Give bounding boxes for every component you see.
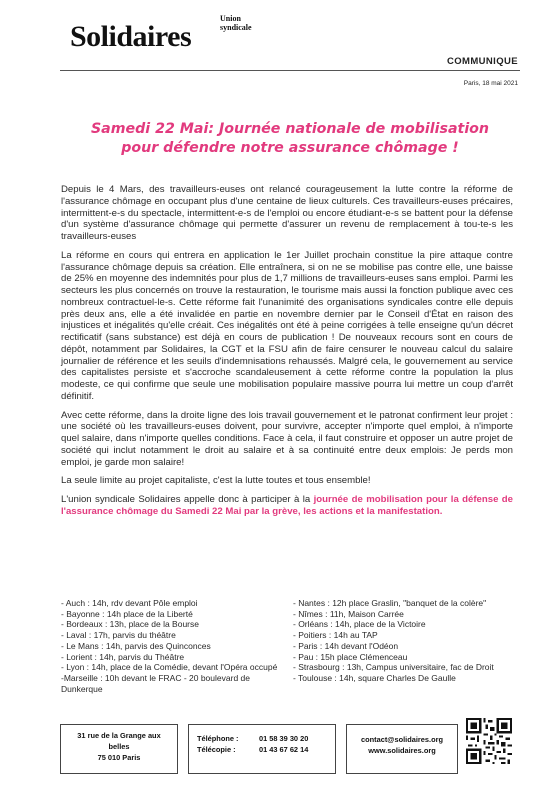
events-list bbox=[61, 598, 515, 738]
phone-label: Téléphone : bbox=[197, 734, 239, 743]
logo-name: Solidaires bbox=[70, 20, 192, 53]
page-title bbox=[60, 120, 520, 158]
event-item: - Poitiers : 14h au TAP bbox=[293, 630, 378, 641]
logo-subtitle-line2: syndicale bbox=[220, 23, 252, 32]
paragraph-5-highlight: journée de mobilisation pour la défense de l'assurance chômage du Samedi 22 Mai par la grève, les actions et la manifestation. bbox=[61, 494, 514, 517]
address-line-3: 75 010 Paris bbox=[97, 753, 141, 762]
event-item: -Marseille : 10h devant le FRAC - 20 boulevard de Dunkerque bbox=[61, 672, 250, 694]
paragraph-1: Depuis le 4 Mars, des travailleurs-euses ont relancé courageusement la lutte contre la réforme de l'assurance chômage en occupant plus d'une centaine de lieux culturels. Ces travailleurs-euses précaires, intermittent-e-s du spectacle, intermittent-e-s de l'emploi ou encore étudiant-e-s se battent pour la défense d'un système d'assurance chômage qui permette d'assurer un revenu de remplacement à tou-te-s les travailleurs-euses bbox=[61, 184, 513, 242]
event-item: - Pau : 15h place Clémenceau bbox=[293, 651, 408, 662]
event-item: - Orléans : 14h, place de la Victoire bbox=[293, 619, 426, 630]
logo-subtitle-line1: Union bbox=[220, 14, 241, 23]
event-item: - Lorient : 14h, parvis du Théâtre bbox=[61, 651, 185, 662]
website-link[interactable]: www.solidaires.org bbox=[368, 746, 436, 755]
contact-email-link[interactable]: contact@solidaires.org bbox=[361, 735, 443, 744]
events-column-left bbox=[61, 598, 281, 694]
title-line-2: pour défendre notre assurance chômage ! bbox=[121, 140, 459, 156]
footer-contact bbox=[346, 724, 458, 774]
event-item: - Auch : 14h, rdv devant Pôle emploi bbox=[61, 598, 198, 608]
event-item: - Bayonne : 14h place de la Liberté bbox=[61, 608, 193, 619]
footer-phone bbox=[188, 724, 336, 774]
fax-label: Télécopie : bbox=[197, 745, 236, 754]
event-item: - Toulouse : 14h, square Charles De Gaulle bbox=[293, 672, 456, 683]
qr-code-icon bbox=[466, 718, 512, 764]
phone-number[interactable]: 01 58 39 30 20 bbox=[259, 734, 309, 743]
address-line-2: belles bbox=[108, 742, 130, 751]
title-line-1: Samedi 22 Mai: Journée nationale de mobilisation bbox=[90, 121, 490, 137]
event-item: - Lyon : 14h, place de la Comédie, devant l'Opéra occupé bbox=[61, 662, 278, 673]
fax-number: 01 43 67 62 14 bbox=[259, 745, 309, 754]
logo-subtitle bbox=[220, 14, 252, 32]
paragraph-3: Avec cette réforme, dans la droite ligne des lois travail gouvernement et le patronat confirment leur projet : une société où les travailleurs-euses doivent, pour survivre, accepter n'importe quel emploi, à n'importe quel salaire, dans n'importe quelles conditions. Face à cela, il faut construire et opposer un autre projet de société qui inclut notamment le droit au salaire et à sa continuité entre deux emplois: Je perds mon emploi, je garde mon salaire! bbox=[61, 409, 513, 468]
event-item: - Nantes : 12h place Graslin, "banquet de la colère" bbox=[293, 598, 487, 608]
event-item: - Nîmes : 11h, Maison Carrée bbox=[293, 608, 404, 619]
document-date: Paris, 18 mai 2021 bbox=[463, 80, 518, 87]
event-item: - Bordeaux : 13h, place de la Bourse bbox=[61, 619, 199, 630]
paragraph-5-intro: L'union syndicale Solidaires appelle donc à participer à la bbox=[61, 494, 314, 505]
events-column-right bbox=[293, 598, 515, 684]
event-item: - Laval : 17h, parvis du théâtre bbox=[61, 630, 176, 641]
paragraph-4: La seule limite au projet capitaliste, c'est la lutte toutes et tous ensemble! bbox=[61, 475, 371, 487]
document-type: COMMUNIQUE bbox=[446, 56, 518, 67]
event-item: - Strasbourg : 13h, Campus universitaire, fac de Droit bbox=[293, 662, 494, 673]
address-line-1: 31 rue de la Grange aux bbox=[77, 731, 161, 740]
paragraph-5 bbox=[61, 494, 513, 518]
body-text bbox=[61, 184, 513, 525]
fax-row bbox=[197, 744, 335, 755]
paragraph-2: La réforme en cours qui entrera en application le 1er Juillet prochain constitue la pire attaque contre l'assurance chômage depuis sa création. Elle entraînera, si on ne se mobilise pas contre elle, une baisse de 25% en moyenne des indemnités pour plus de 1,7 millions de travailleurs-euses sans emploi. Parmi les secteurs les plus concernés on trouve la restauration, le tourisme mais aussi la fonction publique avec ces nombreux contractuel-le-s. Cette réforme fait l'unanimité des organisations syndicales contre elle depuis près deux ans, elle a été invalidée en partie en novembre dernier par le Conseil d'État en raison des injustices et inégalités qu'elle créait. Ces inégalités ont été à peine corrigées à telle enseigne qu'un décret rectificatif (sans substance) est déjà en cours de publication ! De nouveaux recours sont en cours de dépôt, notamment par Solidaires, la CGT et la FSU afin de faire censurer le nouveau calcul du salaire journalier de référence et les seuils d'indemnisations rehaussés. Malgré cela, le gouvernement au service des capitalistes persiste et s'accroche scandaleusement à cette réforme contre la population la plus modeste, ce qui confirme que seule une mobilisation populaire massive pourra lui mettre un coup d'arrêt définitif. bbox=[61, 249, 513, 402]
footer bbox=[60, 724, 460, 784]
event-item: - Paris : 14h devant l'Odéon bbox=[293, 640, 399, 651]
header-divider bbox=[60, 70, 520, 71]
footer-address bbox=[60, 724, 178, 774]
event-item: - Le Mans : 14h, parvis des Quinconces bbox=[61, 640, 211, 651]
phone-row bbox=[197, 733, 335, 744]
solidaires-logo bbox=[70, 12, 252, 53]
